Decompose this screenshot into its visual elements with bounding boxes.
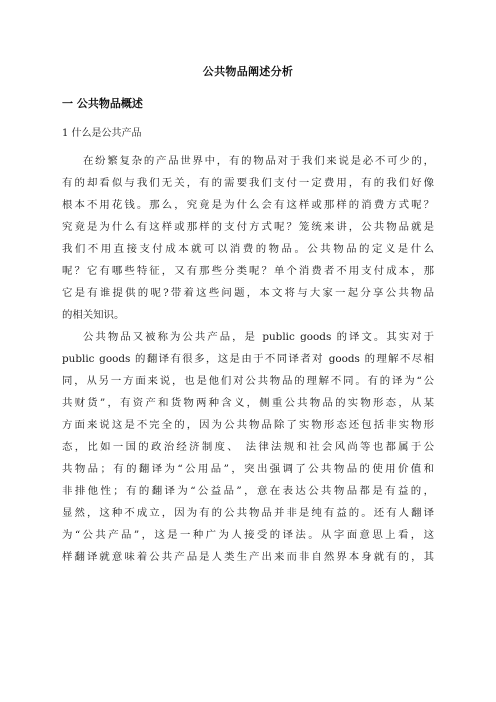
paragraph-2-line: 方面来说这是不完全的，因为公共物品除了实物形态还包括非实物形: [62, 419, 434, 431]
subheading: 1 什么是公共产品: [62, 128, 142, 139]
section-heading: 一 公共物品概述: [62, 97, 143, 110]
paragraph-2-line: 同，从另一方面来说，也是他们对公共物品的理解不同。有的译为“公: [62, 375, 434, 387]
paragraph-2-line: 共财货”，有资产和货物两种含义，侧重公共物品的实物形态，从某: [62, 397, 434, 409]
paragraph-2-line: 显然，这种不成立，因为有的公共物品并非是纯有益的。还有人翻译: [62, 507, 434, 519]
paragraph-2-line: 态，比如一国的政治经济制度、 法律法规和社会风尚等也都属于公: [62, 441, 434, 453]
paragraph-2-line: 为“公共产品”，这是一种广为人接受的译法。从字面意思上看，这: [62, 529, 434, 541]
paragraph-2-line: 公共物品又被称为公共产品，是 public goods 的译文。其实对于: [83, 331, 434, 343]
paragraph-1-line: 究竟是为什么有这样或那样的支付方式呢？笼统来讲，公共物品就是: [62, 221, 434, 233]
paragraph-2-line: public goods 的翻译有很多，这是由于不同译者对 goods 的理解不尽相: [62, 353, 434, 365]
paragraph-2-line: 样翻译就意味着公共产品是人类生产出来而非自然界本身就有的，其: [62, 551, 434, 563]
paragraph-1-line: 它是有谁提供的呢?带着这些问题，本文将与大家一起分享公共物品: [62, 287, 434, 299]
paragraph-1-line: 呢？它有哪些特征，又有那些分类呢？单个消费者不用支付成本，那: [62, 265, 434, 277]
document-title: 公共物品阐述分析: [202, 65, 294, 78]
paragraph-1-line: 我们不用直接支付成本就可以消费的物品。公共物品的定义是什么: [62, 243, 434, 255]
paragraph-2-line: 非排他性；有的翻译为“公益品”，意在表达公共物品都是有益的，: [62, 485, 434, 497]
paragraph-1-line: 在纷繁复杂的产品世界中，有的物品对于我们来说是必不可少的，: [83, 155, 434, 167]
paragraph-2-line: 共物品；有的翻译为“公用品”，突出强调了公共物品的使用价值和: [62, 463, 434, 475]
paragraph-1-line: 根本不用花钱。那么，究竟是为什么会有这样或那样的消费方式呢？: [62, 199, 434, 211]
paragraph-1-line: 有的却看似与我们无关，有的需要我们支付一定费用，有的我们好像: [62, 177, 434, 189]
paragraph-1-line: 的相关知识。: [62, 309, 125, 321]
document-body: [62, 150, 434, 568]
